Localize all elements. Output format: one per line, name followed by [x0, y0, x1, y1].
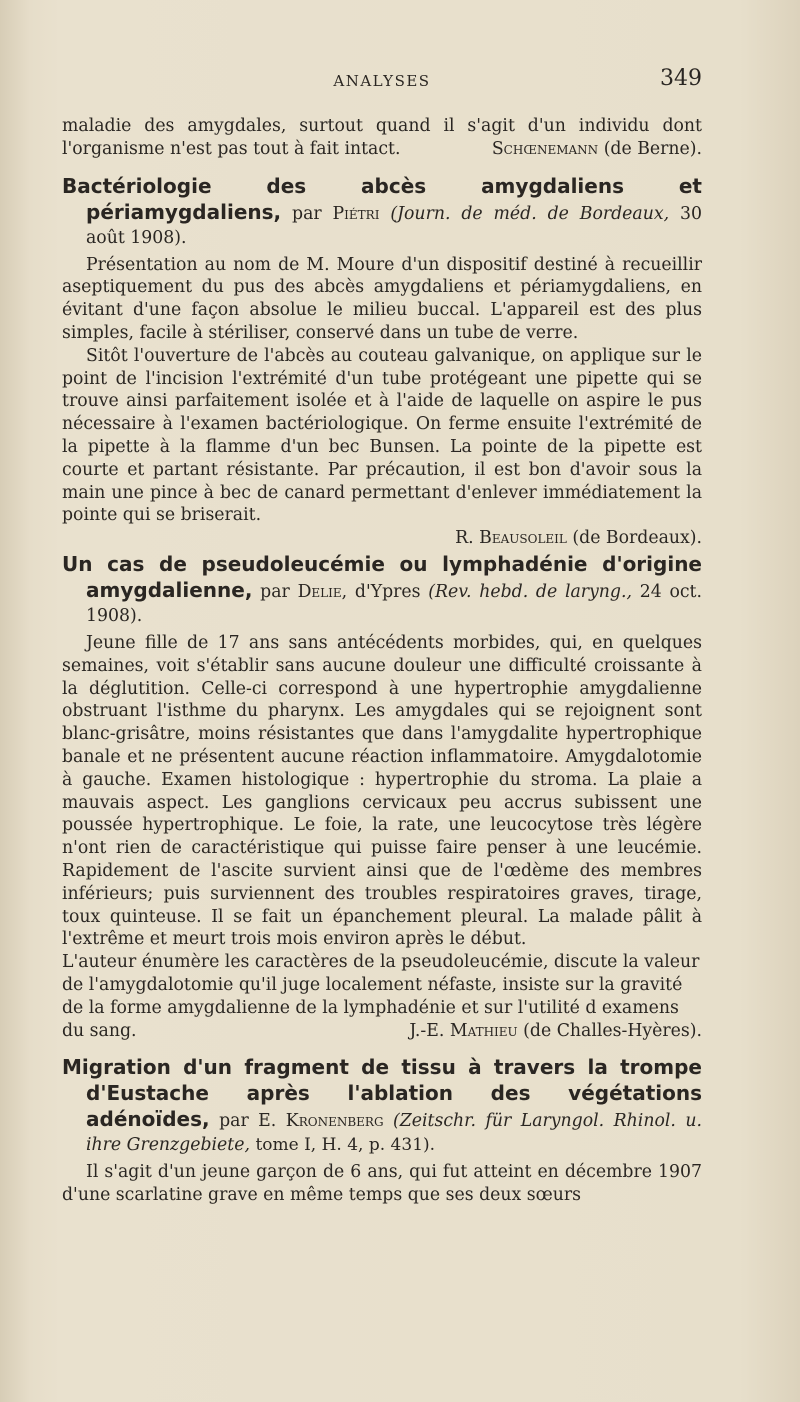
article1-heading — [62, 174, 702, 250]
article2-place: , d'Ypres — [341, 581, 421, 602]
running-head: ANALYSES — [333, 72, 431, 90]
article2-sig-location: (de Challes-Hyères). — [523, 1020, 702, 1041]
article3-journal: (Zeitschr. für Laryngol. Rhinol. u. ihre Grenzgebiete, — [86, 1111, 702, 1156]
article1-paragraph-1: Présentation au nom de M. Moure d'un dispositif destiné à recueillir aseptiquement du pus des abcès amygdaliens et périamygdaliens, en évitant d'une façon absolue le milieu buccal. L'appareil est des plus simples, facile à stériliser, conservé dans un tube de verre. — [62, 254, 702, 343]
article1-signature — [62, 527, 702, 550]
article3-ref: tome I, H. 4, p. 431). — [255, 1135, 436, 1156]
intro-paragraph — [62, 115, 702, 161]
article3-author: Kronenberg — [285, 1111, 384, 1132]
article1-author: Piétri — [332, 203, 380, 224]
article2-by: par — [260, 581, 290, 602]
article1-title: Bactériologie des abcès amygdaliens et périamygdaliens, — [62, 173, 702, 224]
article1-date: 30 août 1908). — [86, 203, 702, 248]
article1-journal: (Journ. de méd. de Bordeaux, — [390, 203, 670, 224]
article2-paragraph-1: Jeune fille de 17 ans sans antécédents morbides, qui, en quelques semaines, voit s'établir sans aucune douleur une difficulté croissante à la déglutition. Celle-ci correspond à une hypertrophie amygdalienne obstruant l'isthme du pharynx. Les amygdales qui se rejoignent sont blanc-grisâtre, moins résistantes que dans l'amygdalite hypertrophique banale et ne présentent aucune réaction inflammatoire. Amygdalotomie à gauche. Examen histologique : hypertrophie du stroma. La plaie a mauvais aspect. Les ganglions cervicaux peu accrus subissent une poussée hypertrophique. Le foie, la rate, une leucocytose très légère n'ont rien de caractéristique qui puisse faire penser à une leucémie. Rapidement de l'ascite survient ainsi que de l'œdème des membres inférieurs; puis surviennent des troubles respiratoires graves, tirage, toux quinteuse. Il se fait un épanchement pleural. La malade pâlit à l'extrême et meurt trois mois environ après le début. — [62, 632, 702, 950]
page-header — [62, 66, 702, 96]
article1-by: par — [292, 203, 322, 224]
article2-author: Delie — [297, 581, 342, 602]
page-number: 349 — [660, 66, 702, 91]
article2-signature — [409, 1020, 702, 1043]
article3-paragraph-1: Il s'agit d'un jeune garçon de 6 ans, qui fut atteint en décembre 1907 d'une scarlatine grave en même temps que ses deux sœurs — [62, 1162, 702, 1206]
article3-by: par E. — [219, 1111, 277, 1132]
intro-text: maladie des amygdales, surtout quand il s'agit d'un individu dont l'organisme n'est pas tout à fait intact. — [62, 116, 702, 159]
article3-title: Migration d'un fragment de tissu à travers la trompe d'Eustache après l'ablation des végétations adénoïdes, — [62, 1055, 702, 1132]
article1-paragraph-2: Sitôt l'ouverture de l'abcès au couteau galvanique, on applique sur le point de l'incision l'extrémité d'un tube protégeant une pipette qui se trouve ainsi parfaitement isolée et à l'aide de laquelle on aspire le pus nécessaire à l'examen bactériologique. On ferme ensuite l'extrémité de la pipette à la flamme d'un bec Bunsen. La pointe de la pipette est courte et partant résistante. Par précaution, il est bon d'avoir sous la main une pince à bec de canard permettant d'enlever immédiatement la pointe qui se briserait. — [62, 345, 702, 526]
article2-title: Un cas de pseudoleucémie ou lymphadénie d'origine amygdalienne, — [62, 551, 702, 602]
article2-journal: (Rev. hebd. de laryng., — [428, 581, 632, 602]
article2-sig-author: Mathieu — [449, 1020, 518, 1041]
article1-sig-location: (de Bordeaux). — [572, 528, 702, 549]
intro-location: (de Berne). — [603, 138, 702, 159]
page-body — [62, 115, 702, 1207]
intro-author: Schœnemann — [491, 138, 599, 159]
article2-date: 24 oct. 1908). — [86, 581, 702, 626]
article1-sig-initial: R. — [455, 528, 474, 549]
article2-paragraph-2: L'auteur énumère les caractères de la pseudoleucémie, discute la valeur de l'amygdalotomie qu'il juge localement néfaste, insiste sur la gravité de la forme amygdalienne de la lymphadénie et sur l'utilité d examens du sang. — [62, 952, 700, 1041]
article2-heading — [62, 552, 702, 628]
article1-sig-author: Beausoleil — [479, 528, 567, 549]
article3-heading — [62, 1055, 702, 1157]
article2-sig-initial: J.-E. — [409, 1020, 445, 1041]
